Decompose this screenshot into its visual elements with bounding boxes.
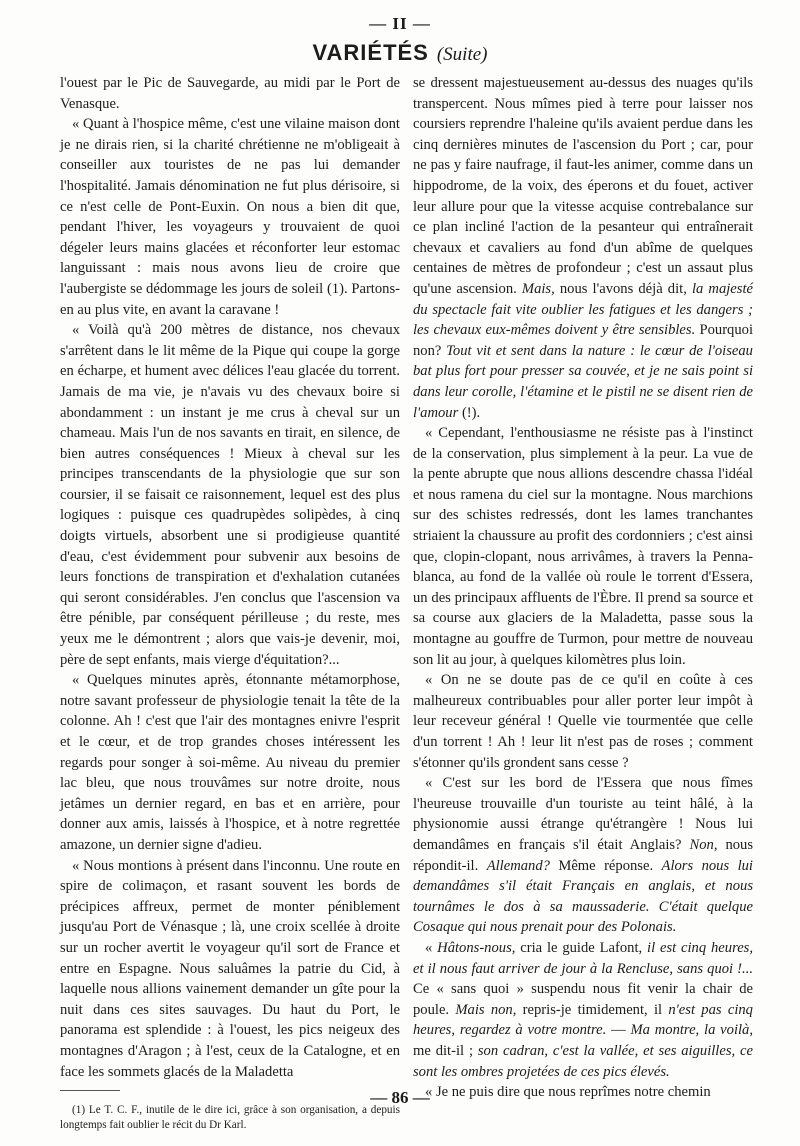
italic-text: Tout vit et sent dans la nature : le cœur de l'oiseau bat plus fort pour presser sa couvée, et je ne sais point si dans leur corolle, l'étamine et le pistil ne se disent rien de l'amour xyxy=(413,342,753,421)
page-number: — 86 — xyxy=(370,1088,430,1107)
text: Pourquoi non? xyxy=(413,322,753,359)
paragraph xyxy=(413,73,753,423)
paragraph: « Cependant, l'enthousiasme ne résiste pas à l'instinct de la conservation, plus simplement à la peur. La vue de la pente abrupte que nous allions descendre chassa l'idéal et nous ramena du ciel sur la montagne. Nous marchions sur des schistes redressés, dont les lames tranchantes striaient la chaussure au profit des cordonniers ; c'est ainsi que, clopin-clopant, nous arrivâmes, à travers la Penna-blanca, au fond de la vallée où roule le torrent d'Essera, un des principaux affluents de l'Èbre. Il prend sa source et sa course aux glaciers de la Maladetta, passe sous la montagne au gouffre de Turmon, pour mettre de nouveau son lit au jour, à quelques kilomètres plus loin. xyxy=(413,425,753,668)
text: Ce « sans quoi » suspendu nous fit venir la chair de poule. xyxy=(413,981,753,1018)
text: Même réponse. xyxy=(549,857,662,874)
title-suite: (Suite) xyxy=(436,44,488,65)
italic-text: Hâtons-nous, xyxy=(437,939,516,956)
italic-text: Alors nous lui demandâmes s'il était Français en anglais, et nous tournâmes le dos à sa maussaderie. C'était quelque Cosaque qui nous prenait pour des Polonais. xyxy=(413,857,753,936)
text: — xyxy=(606,1022,631,1039)
paragraph: l'ouest par le Pic de Sauvegarde, au midi par le Port de Venasque. xyxy=(60,75,400,112)
text: nous répondit-il. xyxy=(413,836,754,874)
italic-text: son cadran, c'est la vallée, et ses aiguilles, ce sont les ombres projetées de ces pics élevés. xyxy=(413,1042,753,1080)
paragraph: « Je ne puis dire que nous reprîmes notre chemin xyxy=(425,1084,711,1101)
italic-text: Non, xyxy=(689,836,718,853)
paragraph: « Nous montions à présent dans l'inconnu. Une route en spire de colimaçon, et rasant souvent les bords de précipices affreux, permet de monter péniblement jusqu'au Port de Vénasque ; là, une croix scellée à droite sur un rocher avertit le voyageur qu'il sort de France et entre en Espagne. Nous saluâmes la patrie du Cid, à laquelle nous allions vainement demander un gîte pour la nuit dans ces sites sauvages. Du haut du Port, le panorama est splendide : à l'ouest, les pics neigeux des montagnes d'Aragon ; à l'est, ceux de la Catalogne, et en face les sommets glacés de la Maladetta xyxy=(60,857,400,1080)
right-column xyxy=(413,73,753,1103)
text: nous l'avons déjà dit, xyxy=(554,280,692,297)
paragraph xyxy=(413,938,753,1082)
page-title xyxy=(0,40,800,66)
paragraph xyxy=(413,773,753,938)
text: me dit-il ; xyxy=(413,1042,478,1059)
italic-text: Mais, xyxy=(521,280,555,297)
section-number: — II — xyxy=(369,14,431,33)
paragraph: « Voilà qu'à 200 mètres de distance, nos chevaux s'arrêtent dans le lit même de la Pique qui coupe la gorge en écharpe, et hument avec délices l'eau glacée du torrent. Jamais de ma vie, je n'avais vu des chevaux boire si abondamment : un instant je me crus à cheval sur un chameau. Mais l'un de nos savants en tirait, en silence, de bien autres conséquences ! Mieux à cheval sur les principes transcendants de la physiologie que sur son coursier, il se faisait ce raisonnement, lequel est des plus logiques : puisque ces quadrupèdes solipèdes, à cinq doigts virtuels, absorbent une si prodigieuse quantité d'eau, c'est évidemment pour subvenir aux besoins de leurs fonctions de transpiration et d'exhalation cutanées qui seront considérables. J'en conclus que l'ascension va être pénible, par conséquent périlleuse ; du reste, mes yeux me le démontrent ; alors que vais-je devenir, moi, père de sept enfants, mais vierge d'équitation?... xyxy=(60,322,400,668)
italic-text: n'est pas cinq heures, regardez à votre montre. xyxy=(413,1001,753,1039)
text: cria le guide Lafont, xyxy=(515,939,648,956)
text: « C'est sur les bord de l'Essera que nous fîmes l'heureuse trouvaille d'un touriste au teint hâlé, à la physionomie aussi étrange qu'étrangère ! Nous lui demandâmes en français s'il était Anglais? xyxy=(413,775,753,853)
italic-text: il est cinq heures, et il nous faut arriver de jour à la Rencluse, sans quoi !... xyxy=(413,939,754,977)
italic-text: Allemand? xyxy=(486,857,550,874)
paragraph: « On ne se doute pas de ce qu'il en coûte à ces malheureux contribuables pour aller porter leur impôt à leur receveur général ! Quelle vie tourmentée que celle d'un torrent ! Ah ! leur lit n'est pas de roses ; comment s'étonner qu'ils grondent sans cesse ? xyxy=(413,672,753,771)
text: (!). xyxy=(458,404,481,421)
italic-text: la majesté du spectacle fait vite oublier les fatigues et les dangers ; les chevaux eux-mêmes doivent y être sensibles. xyxy=(413,280,753,339)
paragraph: « Quelques minutes après, étonnante métamorphose, notre savant professeur de physiologie tenait la tête de la colonne. Ah ! c'est que l'air des montagnes enivre l'esprit et le cœur, et de trop grandes choses intéressent les regards pour songer à soi-même. Au niveau du premier lac bleu, que nous trouvâmes sur notre droite, nous jetâmes un dernier regard, en bas et en arrière, pour donner aux amis, laissés à l'hospice, et à notre regrettée amazone, un dernier signe d'adieu. xyxy=(60,672,400,853)
italic-text: Ma montre, la voilà, xyxy=(630,1022,754,1039)
left-column xyxy=(60,73,400,1132)
title-text: VARIÉTÉS xyxy=(312,40,429,65)
footnote: (1) Le T. C. F., inutile de le dire ici, grâce à son organisation, a depuis longtemps fait oublier le récit du Dr Karl. xyxy=(60,1104,400,1131)
text: repris-je timidement, il xyxy=(516,1001,669,1018)
italic-text: Mais non, xyxy=(455,1001,517,1018)
paragraph: « Quant à l'hospice même, c'est une vilaine maison dont je ne dirais rien, si la charité chrétienne ne m'obligeait à conseiller aux touristes de ne pas lui demander l'hospitalité. Jamais dénomination ne fut plus dérisoire, si ce n'est celle de Pont-Euxin. On nous a bien dit que, pendant l'hiver, les voyageurs y trouvaient de quoi dégeler leurs mains glacées et réconforter leur estomac languissant : mais nous avons lieu de croire que l'aubergiste se dédommage les jours de soleil (1). Partons-en au plus vite, en avant la caravane ! xyxy=(60,116,400,318)
text: se dressent majestueusement au-dessus des nuages qu'ils transpercent. Nous mîmes pied à terre pour laisser nos coursiers reprendre l'haleine qu'ils avaient perdue dans les cinq dernières minutes de l'ascension du Port ; car, pour ne pas y faire naufrage, il faut-les animer, comme dans un hippodrome, de la voix, des éperons et du fouet, activer leur allure pour que la vitesse acquise contrebalance sur ce plan incliné l'action de la pesanteur qui entraînerait chevaux et cavaliers au fond d'un abîme de quelques centaines de mètres de profondeur ; c'est un assaut plus qu'une ascension. xyxy=(413,75,753,297)
text: « xyxy=(425,939,438,956)
